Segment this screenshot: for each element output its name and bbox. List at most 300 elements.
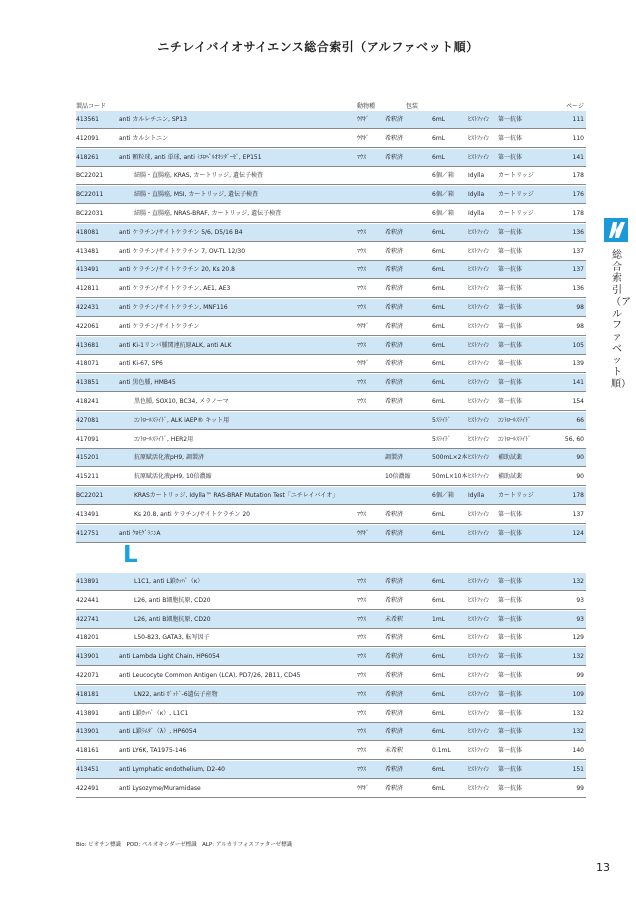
cell-maker: ﾋｽﾄﾌｧｲﾝ bbox=[468, 510, 490, 518]
cell-maker: ﾋｽﾄﾌｧｲﾝ bbox=[468, 784, 490, 792]
table-row bbox=[76, 431, 586, 449]
cell-code: BC22021 bbox=[76, 492, 104, 499]
cell-amt: 6mL bbox=[432, 247, 446, 255]
cell-cat: カートリッジ bbox=[498, 191, 534, 199]
cell-page: 136 bbox=[572, 228, 584, 236]
cell-amt: 6mL bbox=[432, 784, 446, 792]
cell-amt: 6mL bbox=[432, 379, 446, 387]
cell-prep: 希釈済 bbox=[385, 228, 404, 236]
cell-prep: 希釈済 bbox=[385, 634, 404, 642]
cell-maker: ﾋｽﾄﾌｧｲﾝ bbox=[468, 672, 490, 679]
cell-amt: 6mL bbox=[432, 766, 446, 773]
table-row bbox=[76, 280, 586, 298]
cell-code: 415211 bbox=[76, 473, 99, 481]
cell-prep: 希釈済 bbox=[385, 360, 404, 368]
cell-code: 418241 bbox=[76, 398, 99, 405]
cell-cat: カートリッジ bbox=[498, 210, 534, 217]
table-row bbox=[76, 629, 586, 647]
cell-cat: 第一抗体 bbox=[498, 153, 523, 161]
table-row bbox=[76, 667, 586, 685]
cell-maker: ﾋｽﾄﾌｧｲﾝ bbox=[468, 398, 490, 405]
cell-code: 413481 bbox=[76, 247, 99, 255]
cell-host: ﾏｳｽ bbox=[357, 672, 367, 679]
table-row bbox=[76, 611, 586, 629]
cell-host: ﾏｳｽ bbox=[357, 709, 367, 717]
cell-name: ｺﾝﾄﾛｰﾙｽﾗｲﾄﾞ, HER2用 bbox=[134, 435, 194, 443]
cell-prep: 希釈済 bbox=[385, 578, 404, 585]
cell-cat: 第一抗体 bbox=[498, 784, 523, 792]
cell-page: 141 bbox=[572, 379, 584, 387]
cell-code: 413451 bbox=[76, 766, 99, 773]
cell-prep: 希釈済 bbox=[385, 510, 404, 518]
cell-page: 132 bbox=[572, 728, 584, 736]
cell-code: 412091 bbox=[76, 134, 99, 142]
cell-cat: 第一抗体 bbox=[498, 510, 523, 518]
cell-amt: 6mL bbox=[432, 728, 446, 736]
cell-cat: 第一抗体 bbox=[498, 285, 523, 293]
cell-maker: ﾋｽﾄﾌｧｲﾝ bbox=[468, 435, 490, 443]
table-row bbox=[76, 468, 586, 486]
cell-prep: 希釈済 bbox=[385, 379, 404, 387]
cell-prep: 希釈済 bbox=[385, 134, 404, 142]
table-row bbox=[76, 337, 586, 355]
cell-amt: 1mL bbox=[432, 615, 446, 623]
cell-amt: 6mL bbox=[432, 153, 446, 161]
cell-page: 137 bbox=[572, 510, 584, 518]
cell-host: ﾏｳｽ bbox=[357, 634, 367, 642]
cell-cat: 第一抗体 bbox=[498, 116, 523, 123]
table-row bbox=[76, 592, 586, 610]
cell-page: 154 bbox=[572, 398, 584, 405]
cell-maker: ﾋｽﾄﾌｧｲﾝ bbox=[468, 416, 490, 424]
cell-amt: 6個／箱 bbox=[432, 492, 454, 499]
cell-code: 417091 bbox=[76, 435, 99, 443]
cell-name: anti Leucocyte Common Antigen (LCA), PD7/26, 2B11, CD45 bbox=[119, 672, 301, 679]
cell-host: ﾏｳｽ bbox=[357, 690, 367, 698]
cell-host: ﾏｳｽ bbox=[357, 596, 367, 604]
cell-host: ﾏｳｽ bbox=[357, 247, 367, 255]
cell-host: ﾏｳｽ bbox=[357, 153, 367, 161]
cell-prep: 希釈済 bbox=[385, 690, 404, 698]
cell-amt: 6mL bbox=[432, 672, 446, 679]
table-row bbox=[76, 723, 586, 741]
table-row bbox=[76, 205, 586, 223]
cell-code: 418071 bbox=[76, 360, 99, 368]
cell-page: 99 bbox=[576, 672, 584, 679]
cell-page: 137 bbox=[572, 247, 584, 255]
cell-code: 422491 bbox=[76, 784, 99, 792]
cell-prep: 希釈済 bbox=[385, 116, 404, 123]
cell-code: 413681 bbox=[76, 341, 99, 349]
table-row bbox=[76, 705, 586, 723]
cell-name: anti Lymphatic endothelium, D2-40 bbox=[119, 766, 225, 773]
cell-cat: 第一抗体 bbox=[498, 529, 523, 537]
cell-name: anti 黒色腫, HMB45 bbox=[119, 379, 176, 387]
table-row bbox=[76, 374, 586, 392]
cell-name: 結腸・直腸癌, NRAS-BRAF, カートリッジ, 遺伝子検査 bbox=[134, 210, 282, 217]
section-letter: L bbox=[123, 542, 138, 568]
index-tab-logo bbox=[604, 218, 628, 242]
cell-prep: 希釈済 bbox=[385, 784, 404, 792]
cell-prep: 希釈済 bbox=[385, 153, 404, 161]
table-row bbox=[76, 243, 586, 261]
cell-name: 黒色腫, SOX10, BC34, メラノーマ bbox=[134, 398, 229, 405]
cell-maker: ﾋｽﾄﾌｧｲﾝ bbox=[468, 379, 490, 387]
cell-page: 176 bbox=[572, 191, 584, 199]
cell-name: anti LY6K, TA1975-146 bbox=[119, 747, 187, 755]
cell-name: Ks 20.8, anti ケラチン/サイトケラチン 20 bbox=[134, 510, 250, 518]
cell-cat: 第一抗体 bbox=[498, 304, 523, 311]
cell-cat: ｺﾝﾄﾛｰﾙｽﾗｲﾄﾞ bbox=[498, 416, 532, 424]
cell-amt: 6mL bbox=[432, 690, 446, 698]
cell-amt: 6mL bbox=[432, 116, 446, 123]
logo-mark-icon bbox=[604, 218, 628, 242]
cell-name: anti ｸﾛﾓｸﾞﾗﾆﾝA bbox=[119, 529, 161, 537]
cell-amt: 6個／箱 bbox=[432, 210, 454, 217]
cell-page: 109 bbox=[572, 690, 584, 698]
table-row bbox=[76, 299, 586, 317]
cell-maker: ﾋｽﾄﾌｧｲﾝ bbox=[468, 615, 490, 623]
table-row bbox=[76, 487, 586, 505]
cell-amt: 6mL bbox=[432, 596, 446, 604]
cell-cat: 第一抗体 bbox=[498, 747, 523, 755]
cell-code: BC22011 bbox=[76, 191, 104, 199]
cell-maker: ﾋｽﾄﾌｧｲﾝ bbox=[468, 341, 490, 349]
cell-maker: ﾋｽﾄﾌｧｲﾝ bbox=[468, 473, 490, 481]
cell-page: 90 bbox=[576, 454, 584, 462]
cell-code: 422441 bbox=[76, 596, 99, 604]
cell-host: ｳｻｷﾞ bbox=[357, 360, 370, 368]
cell-name: L50-823, GATA3, 転写因子 bbox=[134, 634, 210, 642]
cell-maker: Idylla bbox=[468, 172, 485, 180]
cell-maker: ﾋｽﾄﾌｧｲﾝ bbox=[468, 153, 490, 161]
cell-maker: ﾋｽﾄﾌｧｲﾝ bbox=[468, 578, 490, 585]
cell-page: 105 bbox=[572, 341, 584, 349]
cell-host: ﾏｳｽ bbox=[357, 615, 367, 623]
cell-amt: 5ｽﾗｲﾄﾞ bbox=[432, 435, 451, 443]
table-row bbox=[76, 355, 586, 373]
cell-code: 418181 bbox=[76, 690, 99, 698]
cell-cat: 第一抗体 bbox=[498, 360, 523, 368]
cell-host: ﾏｳｽ bbox=[357, 766, 367, 773]
cell-maker: ﾋｽﾄﾌｧｲﾝ bbox=[468, 728, 490, 736]
cell-cat: カートリッジ bbox=[498, 172, 534, 180]
table-row bbox=[76, 573, 586, 591]
table-row bbox=[76, 761, 586, 779]
cell-page: 178 bbox=[572, 492, 584, 499]
cell-page: 139 bbox=[572, 360, 584, 368]
cell-prep: 希釈済 bbox=[385, 596, 404, 604]
cell-maker: ﾋｽﾄﾌｧｲﾝ bbox=[468, 766, 490, 773]
cell-amt: 6mL bbox=[432, 529, 446, 537]
cell-maker: ﾋｽﾄﾌｧｲﾝ bbox=[468, 228, 490, 236]
cell-cat: 第一抗体 bbox=[498, 134, 523, 142]
cell-maker: ﾋｽﾄﾌｧｲﾝ bbox=[468, 690, 490, 698]
cell-page: 93 bbox=[576, 596, 584, 604]
cell-code: 413491 bbox=[76, 510, 99, 518]
cell-host: ﾏｳｽ bbox=[357, 747, 367, 755]
cell-prep: 希釈済 bbox=[385, 266, 404, 274]
cell-page: 93 bbox=[576, 615, 584, 623]
cell-prep: 希釈済 bbox=[385, 341, 404, 349]
cell-page: 98 bbox=[576, 304, 584, 311]
cell-cat: 第一抗体 bbox=[498, 578, 523, 585]
cell-amt: 6mL bbox=[432, 266, 446, 274]
cell-maker: ﾋｽﾄﾌｧｲﾝ bbox=[468, 134, 490, 142]
cell-amt: 500mL×2本 bbox=[432, 454, 468, 462]
cell-code: 412751 bbox=[76, 529, 99, 537]
cell-host: ﾏｳｽ bbox=[357, 285, 367, 293]
cell-amt: 6mL bbox=[432, 578, 446, 585]
cell-host: ｳｻｷﾞ bbox=[357, 529, 370, 537]
cell-maker: ﾋｽﾄﾌｧｲﾝ bbox=[468, 653, 490, 661]
cell-amt: 6mL bbox=[432, 360, 446, 368]
cell-code: 422061 bbox=[76, 322, 99, 330]
cell-name: anti Ki-67, SP6 bbox=[119, 360, 163, 368]
table-row bbox=[76, 186, 586, 204]
table-row bbox=[76, 412, 586, 430]
cell-code: 418161 bbox=[76, 747, 99, 755]
cell-code: 413901 bbox=[76, 728, 99, 736]
cell-maker: Idylla bbox=[468, 492, 485, 499]
cell-amt: 6mL bbox=[432, 510, 446, 518]
cell-page: 111 bbox=[572, 116, 584, 123]
cell-page: 178 bbox=[572, 172, 584, 180]
cell-code: 413561 bbox=[76, 116, 99, 123]
cell-amt: 6mL bbox=[432, 322, 446, 330]
cell-page: 178 bbox=[572, 210, 584, 217]
cell-amt: 6mL bbox=[432, 134, 446, 142]
cell-maker: ﾋｽﾄﾌｧｲﾝ bbox=[468, 634, 490, 642]
cell-name: 結腸・直腸癌, MSI, カートリッジ, 遺伝子検査 bbox=[134, 191, 258, 199]
cell-maker: Idylla bbox=[468, 191, 485, 199]
table-row bbox=[76, 506, 586, 524]
cell-name: 結腸・直腸癌, KRAS, カートリッジ, 遺伝子検査 bbox=[134, 172, 263, 180]
cell-page: 132 bbox=[572, 578, 584, 585]
cell-host: ﾏｳｽ bbox=[357, 653, 367, 661]
table-row bbox=[76, 318, 586, 336]
cell-name: anti L鎖ｶｯﾊﾟ（κ）, L1C1 bbox=[119, 709, 189, 717]
cell-cat: 第一抗体 bbox=[498, 322, 523, 330]
cell-code: 413891 bbox=[76, 709, 99, 717]
cell-amt: 50mL×10本 bbox=[432, 473, 468, 481]
cell-amt: 6mL bbox=[432, 709, 446, 717]
cell-host: ﾏｳｽ bbox=[357, 266, 367, 274]
cell-amt: 6mL bbox=[432, 304, 446, 311]
table-row bbox=[76, 449, 586, 467]
cell-maker: ﾋｽﾄﾌｧｲﾝ bbox=[468, 360, 490, 368]
cell-cat: 補助試薬 bbox=[498, 473, 523, 481]
cell-amt: 6mL bbox=[432, 634, 446, 642]
side-tab-label: 総合索引（アルファベット順） bbox=[611, 250, 631, 390]
cell-name: anti ケラチン/サイトケラチン 7, OV-TL 12/30 bbox=[119, 247, 246, 255]
cell-name: anti ケラチン/サイトケラチン 5/6, D5/16 B4 bbox=[119, 228, 243, 236]
cell-maker: ﾋｽﾄﾌｧｲﾝ bbox=[468, 322, 490, 330]
table-row bbox=[76, 224, 586, 242]
cell-host: ｳｻｷﾞ bbox=[357, 784, 370, 792]
cell-page: 66 bbox=[576, 416, 584, 424]
cell-cat: 第一抗体 bbox=[498, 690, 523, 698]
cell-amt: 6mL bbox=[432, 228, 446, 236]
cell-cat: 第一抗体 bbox=[498, 615, 523, 623]
cell-cat: 第一抗体 bbox=[498, 672, 523, 679]
table-row bbox=[76, 780, 586, 798]
cell-page: 132 bbox=[572, 653, 584, 661]
cell-maker: ﾋｽﾄﾌｧｲﾝ bbox=[468, 266, 490, 274]
cell-name: anti カルシトニン bbox=[119, 134, 169, 142]
cell-maker: ﾋｽﾄﾌｧｲﾝ bbox=[468, 709, 490, 717]
cell-name: 抗原賦活化液pH9, 調製済 bbox=[134, 454, 204, 462]
cell-code: 422431 bbox=[76, 304, 99, 311]
cell-amt: 6個／箱 bbox=[432, 191, 454, 199]
cell-prep: 希釈済 bbox=[385, 672, 404, 679]
page-title: ニチレイバイオサイエンス総合索引（アルファベット順） bbox=[157, 40, 479, 54]
cell-code: 418261 bbox=[76, 153, 99, 161]
cell-code: 418081 bbox=[76, 228, 99, 236]
cell-maker: ﾋｽﾄﾌｧｲﾝ bbox=[468, 596, 490, 604]
cell-code: BC22031 bbox=[76, 210, 104, 217]
table-row bbox=[76, 648, 586, 666]
cell-code: BC22021 bbox=[76, 172, 104, 180]
cell-prep: 希釈済 bbox=[385, 398, 404, 405]
cell-name: anti カルレチニン, SP13 bbox=[119, 116, 187, 123]
cell-name: anti ケラチン/サイトケラチン, MNF116 bbox=[119, 304, 228, 311]
table-row bbox=[76, 742, 586, 760]
cell-code: 413491 bbox=[76, 266, 99, 274]
cell-cat: 第一抗体 bbox=[498, 379, 523, 387]
cell-prep: 希釈済 bbox=[385, 766, 404, 773]
cell-page: 56, 60 bbox=[564, 435, 584, 443]
cell-name: LN22, anti ｶﾞｯﾄﾞ-6遺伝子産物 bbox=[134, 690, 218, 698]
cell-amt: 6mL bbox=[432, 653, 446, 661]
cell-maker: Idylla bbox=[468, 210, 485, 217]
cell-prep: 希釈済 bbox=[385, 709, 404, 717]
table-row bbox=[76, 111, 586, 129]
cell-cat: 第一抗体 bbox=[498, 634, 523, 642]
cell-prep: 希釈済 bbox=[385, 529, 404, 537]
cell-code: 415201 bbox=[76, 454, 99, 462]
cell-code: 412811 bbox=[76, 285, 99, 293]
cell-maker: ﾋｽﾄﾌｧｲﾝ bbox=[468, 304, 490, 311]
cell-host: ｳｻｷﾞ bbox=[357, 134, 370, 142]
cell-page: 137 bbox=[572, 266, 584, 274]
cell-page: 98 bbox=[576, 322, 584, 330]
cell-host: ﾏｳｽ bbox=[357, 510, 367, 518]
cell-name: L26, anti B細胞抗原, CD20 bbox=[134, 615, 211, 623]
cell-name: anti ケラチン/サイトケラチン 20, Ks 20.8 bbox=[119, 266, 235, 274]
cell-page: 124 bbox=[572, 529, 584, 537]
table-row bbox=[76, 393, 586, 411]
table-row bbox=[76, 686, 586, 704]
cell-cat: 補助試薬 bbox=[498, 454, 523, 462]
cell-prep: 希釈済 bbox=[385, 653, 404, 661]
cell-name: ｺﾝﾄﾛｰﾙｽﾗｲﾄﾞ, ALK iAEP® キット用 bbox=[134, 416, 230, 424]
cell-amt: 6mL bbox=[432, 398, 446, 405]
cell-cat: 第一抗体 bbox=[498, 728, 523, 736]
cell-amt: 6mL bbox=[432, 285, 446, 293]
page-number: 13 bbox=[596, 861, 610, 874]
cell-cat: 第一抗体 bbox=[498, 266, 523, 274]
cell-host: ﾏｳｽ bbox=[357, 341, 367, 349]
cell-page: 90 bbox=[576, 473, 584, 481]
cell-name: anti Ki-1リンパ腫関連抗原ALK, anti ALK bbox=[119, 341, 232, 349]
cell-prep: 希釈済 bbox=[385, 285, 404, 293]
cell-maker: ﾋｽﾄﾌｧｲﾝ bbox=[468, 454, 490, 462]
cell-prep: 希釈済 bbox=[385, 322, 404, 330]
cell-page: 151 bbox=[572, 766, 584, 773]
cell-code: 422741 bbox=[76, 615, 99, 623]
cell-cat: 第一抗体 bbox=[498, 653, 523, 661]
cell-cat: 第一抗体 bbox=[498, 247, 523, 255]
cell-host: ｳｻｷﾞ bbox=[357, 322, 370, 330]
cell-name: 抗原賦活化液pH9, 10倍濃縮 bbox=[134, 473, 212, 481]
cell-host: ﾏｳｽ bbox=[357, 398, 367, 405]
cell-code: 418201 bbox=[76, 634, 99, 642]
cell-maker: ﾋｽﾄﾌｧｲﾝ bbox=[468, 116, 490, 123]
cell-page: 140 bbox=[572, 747, 584, 755]
cell-name: anti ケラチン/サイトケラチン, AE1, AE3 bbox=[119, 285, 231, 293]
cell-code: 413851 bbox=[76, 379, 99, 387]
cell-cat: 第一抗体 bbox=[498, 341, 523, 349]
cell-page: 136 bbox=[572, 285, 584, 293]
cell-name: L26, anti B細胞抗原, CD20 bbox=[134, 596, 211, 604]
table-row bbox=[76, 130, 586, 148]
cell-code: 413891 bbox=[76, 578, 99, 585]
cell-cat: カートリッジ bbox=[498, 492, 534, 499]
cell-amt: 6mL bbox=[432, 341, 446, 349]
header-code: 製品コード bbox=[76, 103, 107, 110]
cell-amt: 0.1mL bbox=[432, 747, 451, 755]
cell-name: anti 顆粒球, anti 単球, anti ﾐｴﾛﾍﾟﾙｵｷｼﾀﾞｰｾﾞ, EP151 bbox=[119, 153, 262, 161]
cell-cat: 第一抗体 bbox=[498, 766, 523, 773]
cell-name: L1C1, anti L鎖ｶｯﾊﾟ（κ） bbox=[134, 578, 204, 585]
cell-page: 99 bbox=[576, 784, 584, 792]
cell-host: ﾏｳｽ bbox=[357, 728, 367, 736]
cell-amt: 6個／箱 bbox=[432, 172, 454, 180]
cell-amt: 5ｽﾗｲﾄﾞ bbox=[432, 416, 451, 424]
cell-host: ﾏｳｽ bbox=[357, 228, 367, 236]
header-host: 動物種 bbox=[357, 103, 376, 110]
cell-maker: ﾋｽﾄﾌｧｲﾝ bbox=[468, 285, 490, 293]
cell-maker: ﾋｽﾄﾌｧｲﾝ bbox=[468, 247, 490, 255]
table-row bbox=[76, 149, 586, 167]
cell-name: anti ケラチン/サイトケラチン bbox=[119, 322, 200, 330]
cell-name: anti L鎖ﾗﾑﾀﾞ（λ）, HP6054 bbox=[119, 728, 197, 736]
cell-page: 132 bbox=[572, 709, 584, 717]
cell-page: 110 bbox=[572, 134, 584, 142]
cell-code: 413901 bbox=[76, 653, 99, 661]
cell-maker: ﾋｽﾄﾌｧｲﾝ bbox=[468, 747, 490, 755]
cell-host: ｳｻｷﾞ bbox=[357, 116, 370, 123]
cell-prep: 10倍濃縮 bbox=[385, 473, 411, 481]
cell-code: 427081 bbox=[76, 416, 99, 424]
cell-code: 422071 bbox=[76, 672, 99, 679]
cell-name: anti Lysozyme/Muramidase bbox=[119, 784, 201, 792]
table-row bbox=[76, 167, 586, 185]
cell-prep: 調製済 bbox=[385, 454, 404, 462]
cell-prep: 希釈済 bbox=[385, 728, 404, 736]
header-packing: 包装 bbox=[406, 103, 419, 110]
cell-name: KRASカートリッジ, Idylla™ RAS-BRAF Mutation Test「ニチレイバイオ」 bbox=[134, 492, 339, 499]
header-page: ページ bbox=[566, 103, 584, 110]
cell-host: ﾏｳｽ bbox=[357, 578, 367, 585]
cell-page: 141 bbox=[572, 153, 584, 161]
cell-prep: 未希釈 bbox=[385, 615, 404, 623]
footnote: Bio: ビオチン標識 POD: ペルオキシダーゼ標識 ALP: アルカリフォスファターゼ標識 bbox=[76, 842, 293, 848]
table-row bbox=[76, 261, 586, 279]
cell-prep: 希釈済 bbox=[385, 247, 404, 255]
table-row bbox=[76, 525, 586, 543]
